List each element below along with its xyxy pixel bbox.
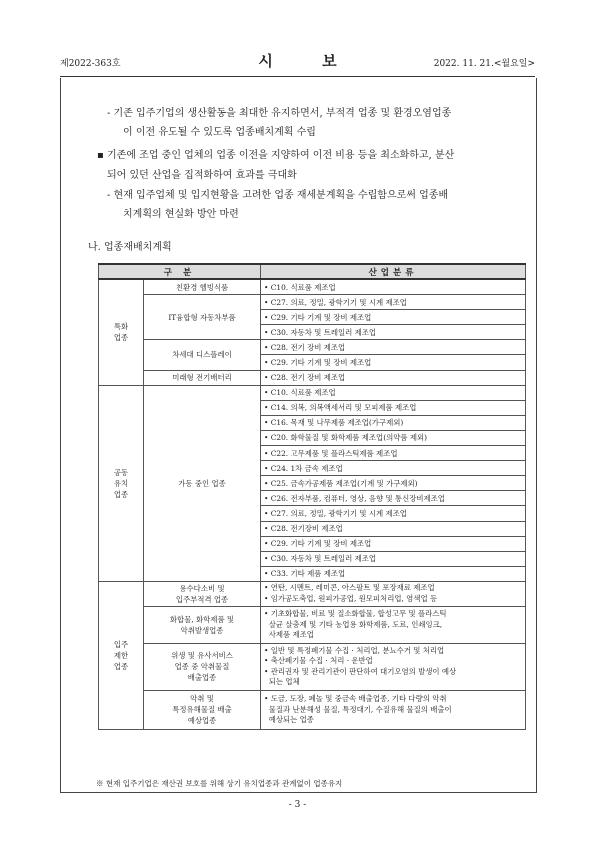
industry-item: • C27. 의료, 정밀, 광학기기 및 시계 제조업 — [261, 506, 526, 521]
industry-item: • C28. 전기 장비 제조업 — [261, 340, 526, 355]
subcategory: IT융합형 자동차부품 — [144, 295, 261, 340]
industry-relocation-table — [98, 263, 526, 730]
industry-item-line: • 관리권자 및 관리기관이 판단하여 대기오염의 발생이 예상 되는 업체 — [264, 666, 457, 687]
industry-item — [261, 643, 526, 690]
industry-item: • C22. 고무제품 및 플라스틱제품 제조업 — [261, 446, 526, 461]
industry-item: • C20. 화학물질 및 화학제품 제조업(의약품 제외) — [261, 430, 526, 445]
industry-item: • C24. 1차 금속 제조업 — [261, 461, 526, 476]
intro-line: - 현재 입주업체 및 입지현황을 고려한 업종 재세분계획을 수립함으로써 업종배 — [107, 190, 449, 201]
square-bullet-icon: ▪ — [97, 150, 104, 161]
industry-item: • C26. 전자부품, 컴퓨터, 영상, 음향 및 통신장비제조업 — [261, 491, 526, 506]
group-specialized: 특화 업종 — [99, 279, 144, 385]
header-industry: 산업분류 — [261, 264, 526, 279]
footnote: ※ 현재 입주기업은 재산권 보호를 위해 상기 유치업종과 관계없이 업종유지 — [96, 779, 343, 788]
industry-item: • C29. 기타 기계 및 장비 제조업 — [261, 310, 526, 325]
subcategory: 차세대 디스플레이 — [144, 340, 261, 370]
industry-item: • C29. 기타 기계 및 장비 제조업 — [261, 355, 526, 370]
group-common: 공동 유치 업종 — [99, 385, 144, 581]
document-number: 제2022-363호 — [60, 59, 121, 69]
intro-line: 되어 있던 산업을 집적화하여 효과를 극대화 — [107, 170, 297, 181]
industry-item: • 기초화합물, 비료 및 질소화합물, 합성고무 및 플라스틱 살균 살충제 및 기타 농업용 화학제품, 도료, 인쇄잉크, 사제품 제조업 — [261, 606, 526, 643]
section-title: 나. 업종재배치계획 — [88, 242, 172, 253]
subcategory: 악취 및 특정유해물질 배출 예상업종 — [144, 690, 261, 729]
industry-item: • C28. 전기 장비 제조업 — [261, 370, 526, 385]
group-restricted: 입주 제한 업종 — [99, 581, 144, 729]
page-number: - 3 - — [288, 800, 307, 810]
subcategory: 미래형 전기배터리 — [144, 370, 261, 385]
industry-item: • C30. 자동차 및 트레일러 제조업 — [261, 551, 526, 566]
intro-line: 이 이전 유도될 수 있도록 업종배치계획 수립 — [123, 127, 316, 138]
industry-item: • C16. 목재 및 나무제품 제조업(가구제외) — [261, 415, 526, 430]
subcategory: 위생 및 유사서비스 업종 중 악취물질 배출업종 — [144, 643, 261, 690]
industry-item — [261, 581, 526, 606]
intro-line: - 기존 입주기업의 생산활동을 최대한 유지하면서, 부적격 업종 및 환경오염업종 — [107, 108, 452, 119]
issue-date: 2022. 11. 21.<월요일> — [433, 59, 535, 69]
industry-item: • C28. 전기장비 제조업 — [261, 521, 526, 536]
page-header — [60, 50, 535, 72]
industry-item: • C10. 식료품 제조업 — [261, 385, 526, 400]
industry-item: • C33. 기타 제품 제조업 — [261, 566, 526, 581]
subcategory: 화합물, 화학제품 및 악취발생업종 — [144, 606, 261, 643]
industry-item: • C30. 자동차 및 트레일러 제조업 — [261, 325, 526, 340]
industry-item: • C10. 식료품 제조업 — [261, 279, 526, 295]
subcategory: 친환경 헬빙식품 — [144, 279, 261, 295]
subcategory: 용수다소비 및 입주부적격 업종 — [144, 581, 261, 606]
industry-item-line: • 연탄, 시멘트, 레미콘, 아스팔트 및 포장재료 제조업 — [264, 583, 435, 593]
intro-line: 치계획의 현실화 방안 마련 — [123, 209, 239, 220]
page-title: 시 보 — [258, 52, 359, 70]
industry-item: • 도금, 도장, 폐놀 및 중금속 배출업종, 기타 다량의 악취 물질과 난분해성 물질, 특정대기, 수질유해 물질의 배출이 예상되는 업종 — [261, 690, 526, 729]
intro-line: 기존에 조업 중인 업체의 업종 이전을 지양하여 이전 비용 등을 최소화하고, 분산 — [107, 150, 455, 161]
industry-item: • C27. 의료, 정밀, 광학기기 및 시계 제조업 — [261, 295, 526, 310]
industry-item: • C29. 기타 기계 및 장비 제조업 — [261, 536, 526, 551]
industry-item-line: • 임가공도축업, 원피가공업, 원모피처리업, 염색업 등 — [264, 593, 438, 603]
industry-item: • C25. 금속가공제품 제조업(기계 및 가구제외) — [261, 476, 526, 491]
industry-item: • C14. 의복, 의복액세서리 및 모피제품 제조업 — [261, 400, 526, 415]
header-division: 구 분 — [99, 264, 261, 279]
industry-item-line: • 일반 및 특정폐기물 수집 · 처리업, 분뇨수거 및 처리업 — [264, 645, 445, 655]
industry-item-line: • 축산폐기물 수집 · 처리 · 운반업 — [264, 656, 373, 666]
subcategory: 가동 중인 업종 — [144, 385, 261, 581]
header-rule — [60, 76, 535, 77]
